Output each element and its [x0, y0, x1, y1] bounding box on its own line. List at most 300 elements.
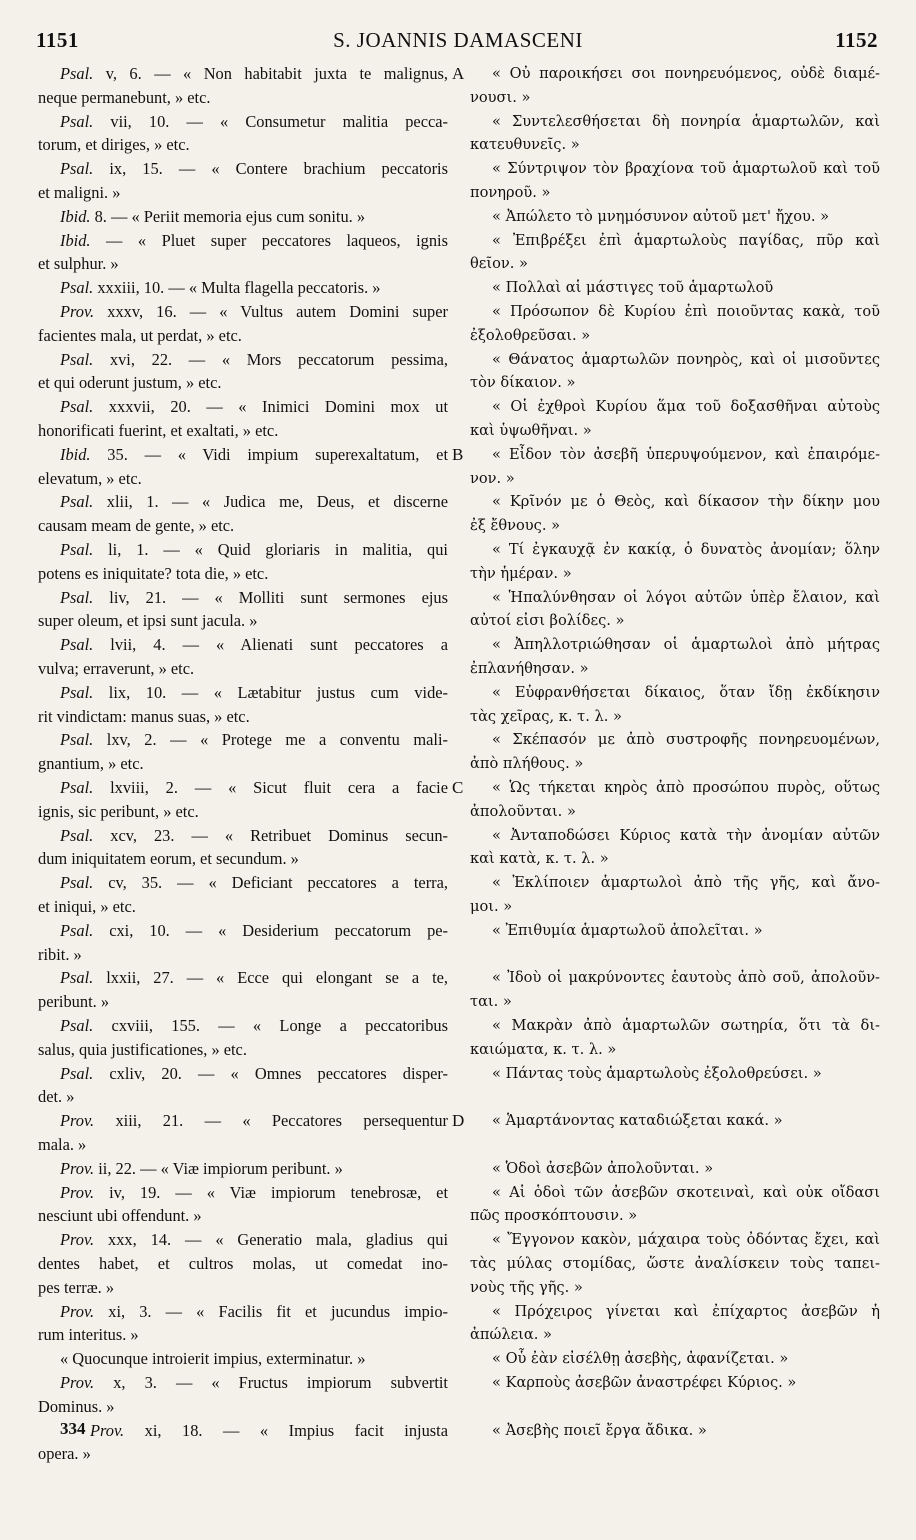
greek-text: « Πρόσωπον δὲ Κυρίου ἐπὶ ποιοῦντας κακὰ, τοῦ — [492, 303, 880, 320]
latin-line — [38, 1062, 448, 1086]
greek-line — [470, 348, 880, 372]
greek-line — [470, 133, 880, 157]
greek-line — [470, 229, 880, 253]
greek-text: « Τί ἐγκαυχᾷ ἐν κακίᾳ, ὁ δυνατὸς ἀνομίαν; ὅλην — [492, 541, 880, 558]
latin-line — [38, 348, 448, 372]
greek-line — [470, 609, 880, 633]
latin-text: xxxiii, 10. — « Multa flagella peccatoris. » — [93, 278, 381, 298]
greek-text: « Ὁδοὶ ἀσεβῶν ἀπολοῦνται. » — [492, 1159, 714, 1177]
greek-text: « Σκέπασόν με ἀπὸ συστροφῆς πονηρευομένων, — [492, 731, 880, 749]
signature-mark: 334 — [60, 1418, 86, 1438]
latin-entry — [38, 1014, 448, 1062]
latin-entry — [38, 586, 448, 634]
greek-text: « Θάνατος ἁμαρτωλῶν πονηρὸς, καὶ οἱ μισοῦντες — [492, 350, 880, 368]
latin-entry — [38, 1228, 448, 1299]
latin-line — [38, 1347, 448, 1371]
latin-line — [38, 1276, 448, 1300]
scripture-reference: Psal. — [60, 682, 94, 702]
latin-entry — [38, 1419, 448, 1467]
latin-text: Dominus. » — [38, 1396, 115, 1416]
greek-line — [470, 467, 880, 491]
latin-text: lxv, 2. — « Protege me a conventu mali- — [93, 730, 448, 750]
greek-entry — [470, 1157, 880, 1181]
greek-text: « Αἱ ὁδοὶ τῶν ἀσεβῶν σκοτειναὶ, καὶ οὐκ οἴδασι — [492, 1183, 880, 1201]
latin-entry — [38, 1062, 448, 1110]
latin-line — [38, 276, 448, 300]
scripture-reference: Psal. — [60, 64, 94, 83]
latin-line — [38, 1228, 448, 1252]
latin-entry — [38, 1181, 448, 1229]
greek-text: νοὺς τῆς γῆς. » — [470, 1278, 583, 1296]
greek-text: ἀπώλεια. » — [470, 1326, 552, 1344]
greek-text: « Πάντας τοὺς ἁμαρτωλοὺς ἐξολοθρεύσει. » — [492, 1064, 822, 1082]
greek-entry — [470, 1228, 880, 1299]
latin-text: vulva; erraverunt, » etc. — [38, 658, 195, 678]
latin-line — [38, 467, 448, 491]
margin-letter: C — [452, 778, 464, 797]
latin-text: — « Pluet super peccatores laqueos, ignis — [90, 230, 448, 250]
latin-text: v, 6. — « Non habitabit juxta te malignus, — [93, 64, 448, 83]
latin-text: cxi, 10. — « Desiderium peccatorum pe- — [93, 920, 448, 940]
latin-line — [38, 1442, 448, 1466]
greek-line — [470, 157, 880, 181]
greek-line — [470, 776, 880, 800]
greek-text: « Οἱ ἐχθροὶ Κυρίου ἅμα τοῦ δοξασθῆναι αὐτοὺς — [492, 398, 880, 416]
latin-line — [38, 776, 448, 800]
greek-text: ἀπὸ πλήθους. » — [470, 755, 584, 773]
latin-text: honorificati fuerint, et exaltati, » etc. — [38, 420, 279, 440]
greek-line — [470, 1276, 880, 1300]
latin-line — [38, 1014, 448, 1038]
greek-line — [470, 657, 880, 681]
greek-text: « Ἀπώλετο τὸ μνημόσυνον αὐτοῦ μετ' ἤχου. » — [492, 207, 830, 225]
greek-line — [470, 514, 880, 538]
latin-entry — [38, 395, 448, 443]
scripture-reference: Prov. — [60, 302, 95, 321]
greek-entry — [470, 62, 880, 110]
latin-text: pes terræ. » — [38, 1277, 115, 1297]
scripture-reference: Psal. — [60, 587, 94, 607]
latin-line — [38, 62, 448, 86]
greek-entry — [470, 1181, 880, 1229]
greek-entry — [470, 966, 880, 1014]
greek-line — [470, 324, 880, 348]
right-page-number: 1152 — [835, 28, 878, 52]
greek-entry — [470, 538, 880, 586]
latin-entry — [38, 776, 448, 824]
greek-line — [470, 419, 880, 443]
scripture-reference: Psal. — [60, 349, 94, 369]
greek-line — [470, 1181, 880, 1205]
greek-entry — [470, 586, 880, 634]
latin-line — [38, 443, 448, 467]
greek-line — [470, 110, 880, 134]
latin-text: lxviii, 2. — « Sicut fluit cera a facie — [93, 778, 448, 797]
greek-entry — [470, 300, 880, 348]
greek-line — [470, 1062, 880, 1086]
latin-text: cv, 35. — « Deficiant peccatores a terra, — [93, 873, 448, 893]
latin-line — [38, 752, 448, 776]
greek-line — [470, 562, 880, 586]
greek-line — [470, 1252, 880, 1276]
greek-text: ἀπολοῦνται. » — [470, 802, 576, 820]
greek-entry — [470, 229, 880, 277]
latin-entry — [38, 229, 448, 277]
latin-entry — [38, 205, 448, 229]
latin-text: lxxii, 27. — « Ecce qui elongant se a te, — [93, 968, 448, 988]
scripture-reference: Psal. — [60, 1063, 94, 1083]
greek-line — [470, 1419, 880, 1443]
greek-entry — [470, 728, 880, 776]
scripture-reference: Prov. — [60, 1230, 95, 1250]
greek-text: « Εἶδον τὸν ἀσεβῆ ὑπερυψούμενον, καὶ ἐπαιρόμε- — [492, 445, 880, 463]
latin-text: xi, 18. — « Impius facit injusta — [124, 1420, 448, 1440]
scripture-reference: Prov. — [60, 1111, 95, 1131]
latin-text: et sulphur. » — [38, 254, 119, 274]
greek-line — [470, 847, 880, 871]
scripture-reference: Psal. — [60, 159, 94, 179]
greek-text: « Ἀπηλλοτριώθησαν οἱ ἁμαρτωλοὶ ἀπὸ μήτρας — [492, 636, 880, 654]
latin-line — [38, 252, 448, 276]
latin-line — [38, 1085, 448, 1109]
latin-text: gnantium, » etc. — [38, 754, 144, 774]
latin-line — [38, 1395, 448, 1419]
greek-entry — [470, 871, 880, 919]
scripture-reference: Psal. — [60, 825, 94, 845]
latin-line — [38, 562, 448, 586]
greek-line — [470, 895, 880, 919]
greek-text: « Ἐκλίποιεν ἁμαρτωλοὶ ἀπὸ τῆς γῆς, καὶ ἄνο- — [492, 874, 880, 892]
latin-entry — [38, 1371, 448, 1419]
scripture-reference: Psal. — [60, 635, 94, 655]
latin-line — [38, 633, 448, 657]
latin-line — [38, 1371, 448, 1395]
scripture-reference: Psal. — [60, 968, 94, 988]
latin-line — [38, 1038, 448, 1062]
greek-entry — [470, 824, 880, 872]
latin-text: dum iniquitatem eorum, et secundum. » — [38, 849, 299, 869]
greek-line — [470, 1157, 880, 1181]
greek-text: « Σύντριψον τὸν βραχίονα τοῦ ἁμαρτωλοῦ καὶ τοῦ — [492, 160, 880, 178]
latin-text: super oleum, et ipsi sunt jacula. » — [38, 611, 258, 631]
latin-text: x, 3. — « Fructus impiorum subvertit — [94, 1373, 448, 1392]
latin-text: torum, et diriges, » etc. — [38, 135, 190, 155]
scripture-reference: Ibid. — [60, 444, 91, 464]
margin-letter: A — [452, 64, 465, 83]
greek-text: πῶς προσκόπτουσιν. » — [470, 1207, 638, 1225]
latin-line — [38, 990, 448, 1014]
greek-entry — [470, 919, 880, 943]
scripture-reference: Prov. — [60, 1373, 95, 1392]
latin-entry — [38, 300, 448, 348]
greek-entry — [470, 276, 880, 300]
scripture-reference: Psal. — [60, 111, 94, 131]
latin-line — [38, 419, 448, 443]
greek-text: « Μακρὰν ἀπὸ ἁμαρτωλῶν σωτηρία, ὅτι τὰ δι- — [492, 1017, 880, 1034]
latin-line — [38, 943, 448, 967]
latin-text: ignis, sic peribunt, » etc. — [38, 801, 199, 821]
greek-entry — [470, 348, 880, 396]
latin-entry — [38, 871, 448, 919]
latin-text: et iniqui, » etc. — [38, 896, 136, 916]
latin-text: facientes mala, ut perdat, » etc. — [38, 325, 242, 345]
greek-line — [470, 824, 880, 848]
greek-text: τὰς μύλας στομίδας, ὥστε ἀναλίσκειν τοὺς ταπει- — [470, 1254, 880, 1272]
latin-line — [38, 800, 448, 824]
latin-entry — [38, 1109, 448, 1157]
greek-text: ἐξ ἔθνους. » — [470, 517, 561, 535]
latin-line — [38, 205, 448, 229]
greek-text: « Οὐ παροικήσει σοι πονηρευόμενος, οὐδὲ διαμέ- — [492, 65, 880, 82]
greek-text: « Ἀνταποδώσει Κύριος κατὰ τὴν ἀνομίαν αὐτῶν — [492, 826, 880, 844]
greek-text: πονηροῦ. » — [470, 183, 551, 201]
latin-entry — [38, 110, 448, 158]
greek-entry — [470, 395, 880, 443]
greek-text: « Συντελεσθήσεται δὴ πονηρία ἁμαρτωλῶν, καὶ — [492, 112, 880, 130]
latin-entry — [38, 276, 448, 300]
greek-entry — [470, 1014, 880, 1062]
latin-text: lvii, 4. — « Alienati sunt peccatores a — [93, 635, 448, 655]
greek-entry — [470, 205, 880, 229]
latin-text: neque permanebunt, » etc. — [38, 87, 211, 107]
latin-text: 8. — « Periit memoria ejus cum sonitu. » — [90, 206, 366, 226]
latin-line — [38, 824, 448, 848]
latin-text: dentes habet, et cultros molas, ut comedat ino- — [38, 1253, 448, 1273]
greek-line — [470, 705, 880, 729]
latin-line — [38, 157, 448, 181]
latin-line — [38, 1157, 448, 1181]
scripture-reference: Prov. — [60, 1158, 95, 1178]
latin-text: ribit. » — [38, 944, 82, 964]
greek-text: καὶ κατὰ, κ. τ. λ. » — [470, 850, 609, 868]
latin-text: xxxvii, 20. — « Inimici Domini mox ut — [93, 397, 448, 417]
greek-line — [470, 990, 880, 1014]
latin-text: opera. » — [38, 1444, 91, 1464]
latin-line — [38, 895, 448, 919]
greek-entry — [470, 776, 880, 824]
greek-line — [470, 300, 880, 324]
greek-text: νουσι. » — [470, 88, 531, 106]
greek-text: καὶ ὑψωθῆναι. » — [470, 421, 592, 439]
greek-line — [470, 1014, 880, 1038]
latin-text: xlii, 1. — « Judica me, Deus, et discerne — [93, 492, 448, 512]
latin-text: lix, 10. — « Lætabitur justus cum vide- — [93, 682, 448, 702]
greek-line — [470, 1038, 880, 1062]
greek-entry — [470, 1419, 880, 1443]
latin-text: iv, 19. — « Viæ impiorum tenebrosæ, et — [94, 1182, 448, 1202]
greek-line — [470, 871, 880, 895]
greek-line — [470, 1204, 880, 1228]
latin-text: ix, 15. — « Contere brachium peccatoris — [93, 159, 448, 179]
greek-text: « Ὡς τήκεται κηρὸς ἀπὸ προσώπου πυρὸς, οὕτως — [492, 779, 880, 796]
latin-text: 35. — « Vidi impium superexaltatum, et — [90, 444, 448, 464]
latin-line — [38, 324, 448, 348]
greek-line — [470, 181, 880, 205]
latin-line — [38, 728, 448, 752]
scripture-reference: Psal. — [60, 1016, 94, 1035]
scripture-reference: Psal. — [60, 278, 94, 298]
greek-line — [470, 86, 880, 110]
greek-text: « Πολλαὶ αἱ μάστιγες τοῦ ἁμαρτωλοῦ — [492, 279, 774, 297]
greek-text: « Πρόχειρος γίνεται καὶ ἐπίχαρτος ἀσεβῶν ἡ — [492, 1302, 880, 1320]
greek-entry — [470, 443, 880, 491]
greek-line — [470, 276, 880, 300]
greek-entry — [470, 1371, 880, 1395]
greek-text: νον. » — [470, 469, 515, 487]
latin-text: potens es iniquitate? tota die, » etc. — [38, 563, 269, 583]
latin-line — [38, 966, 448, 990]
latin-text: cxviii, 155. — « Longe a peccatoribus — [93, 1016, 448, 1035]
greek-text: « Οὗ ἐὰν εἰσέλθῃ ἀσεβὴς, ἀφανίζεται. » — [492, 1350, 789, 1368]
latin-line — [38, 1323, 448, 1347]
greek-text: « Κρῖνόν με ὁ Θεὸς, καὶ δίκασον τὴν δίκην μου — [492, 493, 880, 511]
greek-text: ται. » — [470, 993, 512, 1011]
latin-line — [38, 490, 448, 514]
greek-text: τὴν ἡμέραν. » — [470, 564, 572, 582]
latin-entry — [38, 1157, 448, 1181]
scripture-reference: Prov. — [60, 1182, 95, 1202]
latin-text: vii, 10. — « Consumetur malitia pecca- — [93, 111, 448, 131]
latin-text: « Quocunque introierit impius, exterminatur. » — [60, 1349, 366, 1369]
latin-line — [38, 871, 448, 895]
greek-text: ἐξολοθρεῦσαι. » — [470, 326, 591, 344]
latin-entry — [38, 538, 448, 586]
latin-line — [38, 1204, 448, 1228]
greek-line — [470, 1347, 880, 1371]
greek-text: καιώματα, κ. τ. λ. » — [470, 1040, 617, 1058]
scripture-reference: Prov. — [60, 1301, 95, 1321]
latin-entry — [38, 490, 448, 538]
greek-line — [470, 371, 880, 395]
greek-line — [470, 205, 880, 229]
latin-line — [38, 86, 448, 110]
latin-text: cxliv, 20. — « Omnes peccatores disper- — [93, 1063, 448, 1083]
latin-line — [38, 300, 448, 324]
greek-line — [470, 633, 880, 657]
latin-text: elevatum, » etc. — [38, 468, 142, 488]
latin-text: liv, 21. — « Molliti sunt sermones ejus — [93, 587, 448, 607]
latin-line — [38, 847, 448, 871]
margin-letter: D — [452, 1111, 465, 1131]
greek-line — [470, 443, 880, 467]
latin-text: causam meam de gente, » etc. — [38, 516, 235, 536]
scripture-reference: Psal. — [60, 920, 94, 940]
greek-text: « Ἁμαρτάνοντας καταδιώξεται κακά. » — [492, 1112, 783, 1130]
latin-entry — [38, 728, 448, 776]
latin-line — [38, 1419, 448, 1443]
greek-entry — [470, 1347, 880, 1371]
greek-line — [470, 538, 880, 562]
greek-entry — [470, 633, 880, 681]
latin-line — [38, 705, 448, 729]
latin-text: xi, 3. — « Facilis fit et jucundus impio- — [94, 1301, 448, 1321]
latin-line — [38, 609, 448, 633]
greek-line — [470, 1109, 880, 1133]
latin-text: det. » — [38, 1087, 75, 1107]
latin-line — [38, 514, 448, 538]
greek-text: « Ἔγγονον κακὸν, μάχαιρα τοὺς ὀδόντας ἔχει, καὶ — [492, 1231, 880, 1249]
greek-text: κατευθυνεῖς. » — [470, 136, 580, 154]
latin-entry — [38, 966, 448, 1014]
latin-line — [38, 586, 448, 610]
latin-entry — [38, 157, 448, 205]
greek-entry — [470, 1300, 880, 1348]
greek-text: « Ἀσεβὴς ποιεῖ ἔργα ἄδικα. » — [492, 1421, 707, 1439]
latin-text: xvi, 22. — « Mors peccatorum pessima, — [93, 349, 448, 369]
scripture-reference: Ibid. — [60, 230, 91, 250]
latin-line — [38, 1133, 448, 1157]
greek-entry — [470, 110, 880, 158]
greek-text: « Ἡπαλύνθησαν οἱ λόγοι αὐτῶν ὑπὲρ ἔλαιον, καὶ — [492, 588, 880, 606]
scripture-reference: Psal. — [60, 730, 94, 750]
greek-text: « Καρποὺς ἀσεβῶν ἀναστρέφει Κύριος. » — [492, 1374, 797, 1391]
latin-text: salus, quia justificationes, » etc. — [38, 1039, 247, 1059]
latin-text: xiii, 21. — « Peccatores persequentur — [94, 1111, 448, 1131]
latin-entry — [38, 1347, 448, 1371]
greek-line — [470, 728, 880, 752]
scripture-reference: Ibid. — [60, 206, 91, 226]
page-header — [0, 20, 916, 56]
greek-entry — [470, 490, 880, 538]
greek-line — [470, 252, 880, 276]
greek-line — [470, 1323, 880, 1347]
greek-line — [470, 681, 880, 705]
latin-line — [38, 395, 448, 419]
latin-text: xxx, 14. — « Generatio mala, gladius qui — [94, 1230, 448, 1250]
latin-text: et maligni. » — [38, 182, 121, 202]
running-title: S. JOANNIS DAMASCENI — [333, 28, 583, 52]
latin-line — [38, 657, 448, 681]
latin-line — [38, 681, 448, 705]
latin-line — [38, 1252, 448, 1276]
greek-text: τὰς χεῖρας, κ. τ. λ. » — [470, 707, 622, 725]
greek-text: τὸν δίκαιον. » — [470, 374, 576, 392]
scripture-reference: Prov. — [90, 1420, 125, 1440]
greek-line — [470, 1228, 880, 1252]
greek-line — [470, 966, 880, 990]
latin-text: mala. » — [38, 1134, 87, 1154]
latin-text: ii, 22. — « Viæ impiorum peribunt. » — [94, 1158, 343, 1178]
latin-line — [38, 1300, 448, 1324]
latin-line — [38, 919, 448, 943]
greek-line — [470, 919, 880, 943]
greek-line — [470, 490, 880, 514]
latin-entry — [38, 681, 448, 729]
greek-text: μοι. » — [470, 897, 513, 915]
scripture-reference: Psal. — [60, 873, 94, 893]
latin-entry — [38, 919, 448, 967]
latin-line — [38, 229, 448, 253]
latin-text: et qui oderunt justum, » etc. — [38, 373, 222, 393]
greek-line — [470, 752, 880, 776]
latin-line — [38, 1181, 448, 1205]
latin-entry — [38, 348, 448, 396]
greek-text: θεῖον. » — [470, 255, 528, 273]
latin-text: rit vindictam: manus suas, » etc. — [38, 706, 250, 726]
latin-entry — [38, 62, 448, 110]
latin-text: xxxv, 16. — « Vultus autem Domini super — [94, 302, 448, 321]
greek-entry — [470, 681, 880, 729]
greek-text: « Εὐφρανθήσεται δίκαιος, ὅταν ἴδῃ ἐκδίκησιν — [492, 683, 880, 701]
margin-letter: B — [452, 444, 464, 464]
latin-text: rum interitus. » — [38, 1325, 139, 1345]
latin-line — [38, 181, 448, 205]
latin-line — [38, 1109, 448, 1133]
scripture-reference: Psal. — [60, 540, 94, 559]
greek-entry — [470, 1109, 880, 1133]
greek-text: « Ἰδοὺ οἱ μακρύνοντες ἑαυτοὺς ἀπὸ σοῦ, ἀπολοῦν- — [492, 969, 880, 987]
latin-line — [38, 110, 448, 134]
